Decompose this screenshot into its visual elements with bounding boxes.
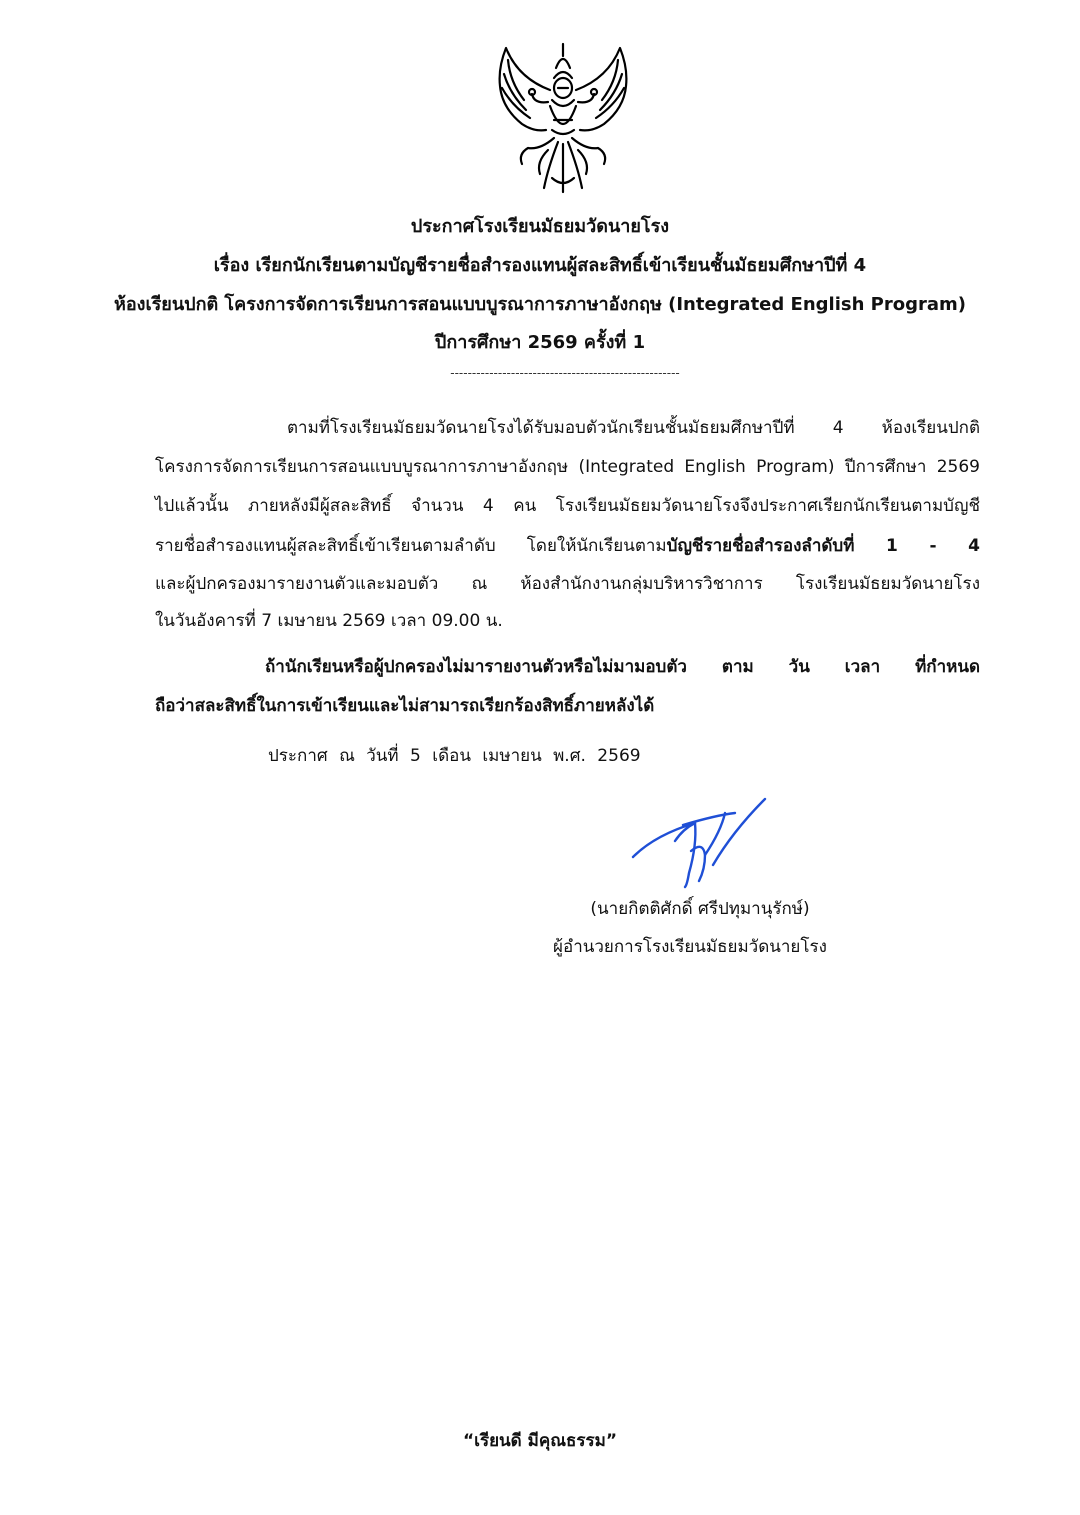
warning-line-1: ถ้านักเรียนหรือผู้ปกครองไม่มารายงานตัวหรือไม่มามอบตัว ตาม วัน เวลา ที่กำหนด xyxy=(265,657,980,677)
body-line-4 xyxy=(155,530,980,562)
divider-line: ----------------------------------------------------- xyxy=(450,366,680,380)
body-line-2: โครงการจัดการเรียนการสอนแบบบูรณาการภาษาอังกฤษ (Integrated English Program) ปีการศึกษา 2569 xyxy=(155,457,980,477)
body-line-1: ตามที่โรงเรียนมัธยมวัดนายโรงได้รับมอบตัวนักเรียนชั้นมัธยมศึกษาปีที่ 4 ห้องเรียนปกติ xyxy=(287,418,980,438)
garuda-emblem-icon xyxy=(488,38,638,198)
body-line-4-text: รายชื่อสำรองแทนผู้สละสิทธิ์เข้าเรียนตามลำดับ โดยให้นักเรียนตาม xyxy=(155,536,667,556)
school-motto: “เรียนดี มีคุณธรรม” xyxy=(462,1431,618,1451)
warning-line-2: ถือว่าสละสิทธิ์ในการเข้าเรียนและไม่สามารถเรียกร้องสิทธิ์ภายหลังได้ xyxy=(155,696,655,716)
signer-name: (นายกิตติศักดิ์ ศรีปทุมานุรักษ์) xyxy=(590,899,810,919)
body-line-6: ในวันอังคารที่ 7 เมษายน 2569 เวลา 09.00 น. xyxy=(155,611,503,631)
announcement-date: ประกาศ ณ วันที่ 5 เดือน เมษายน พ.ศ. 2569 xyxy=(268,746,641,766)
announcement-title: ประกาศโรงเรียนมัธยมวัดนายโรง xyxy=(410,216,670,237)
body-line-5: และผู้ปกครองมารายงานตัวและมอบตัว ณ ห้องสำนักงานกลุ่มบริหารวิชาการ โรงเรียนมัธยมวัดนายโรง xyxy=(155,574,980,594)
reserve-list-range: บัญชีรายชื่อสำรองลำดับที่ 1 - 4 xyxy=(666,536,981,556)
body-line-3: ไปแล้วนั้น ภายหลังมีผู้สละสิทธิ์ จำนวน 4 คน โรงเรียนมัธยมวัดนายโรงจึงประกาศเรียกนักเรียนตามบัญชี xyxy=(155,496,980,516)
signer-title: ผู้อำนวยการโรงเรียนมัธยมวัดนายโรง xyxy=(553,937,827,957)
announcement-subject: เรื่อง เรียกนักเรียนตามบัญชีรายชื่อสำรองแทนผู้สละสิทธิ์เข้าเรียนชั้นมัธยมศึกษาปีที่ 4 xyxy=(213,255,867,276)
announcement-program: ห้องเรียนปกติ โครงการจัดการเรียนการสอนแบบบูรณาการภาษาอังกฤษ (Integrated English Program) xyxy=(114,294,966,315)
signature-icon xyxy=(625,795,775,895)
announcement-year: ปีการศึกษา 2569 ครั้งที่ 1 xyxy=(434,332,646,353)
